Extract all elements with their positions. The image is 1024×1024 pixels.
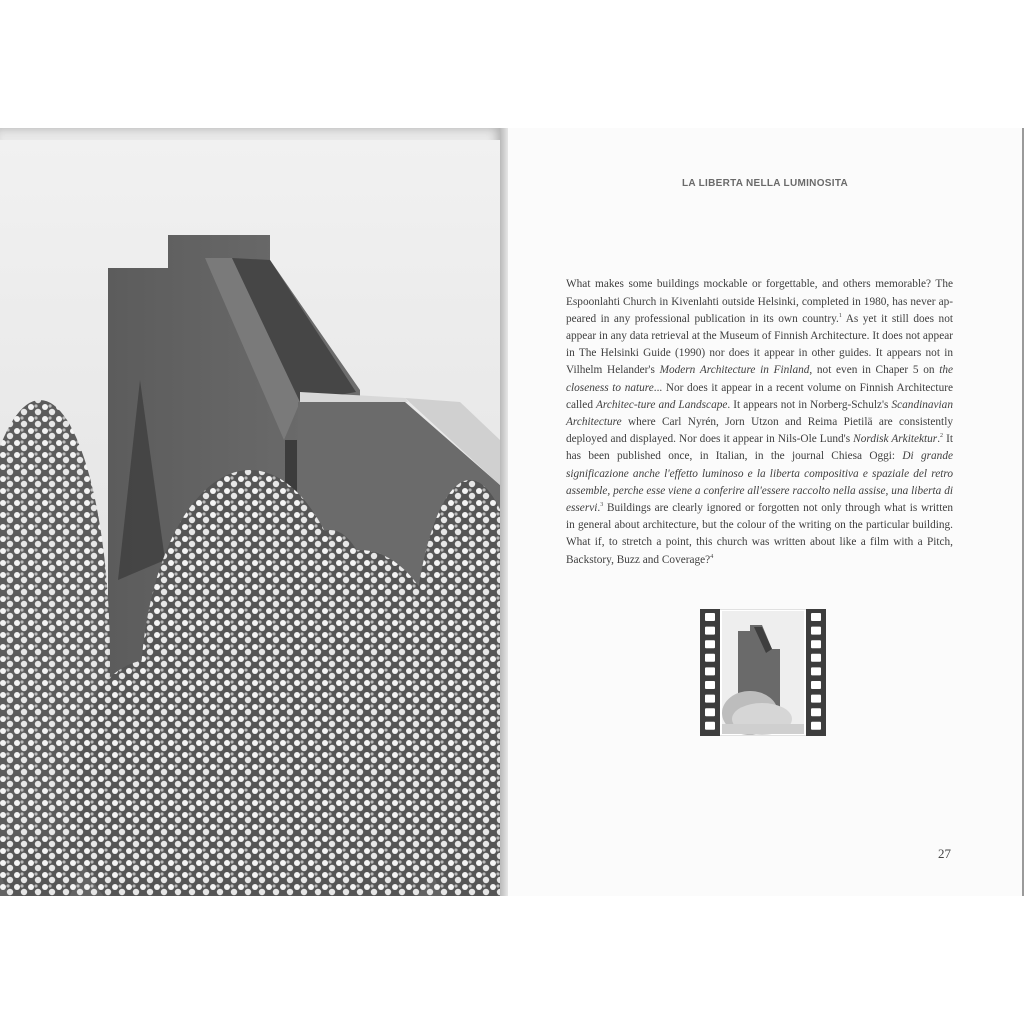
- film-perforation: [811, 667, 821, 675]
- text-run: ... Nor does it appear in a recent volume on Finnish Architecture called: [566, 381, 953, 411]
- film-perforation: [811, 613, 821, 621]
- text-run: , not even in Chaper 5 on: [809, 364, 940, 377]
- film-perforation: [811, 695, 821, 703]
- body-paragraph: [566, 276, 953, 568]
- film-perforation: [705, 613, 715, 621]
- film-perforation: [811, 627, 821, 635]
- text-run: where Carl Nyrén, Jorn Utzon and Reima Pietilä are consistently deployed and displayed. Nor does it appear in Nils-Ole Lund's: [566, 415, 953, 446]
- film-perforation: [811, 640, 821, 648]
- book-spread: [0, 128, 1024, 896]
- film-perforation: [705, 667, 715, 675]
- text-run: . It appears not in Norberg-Schulz's: [727, 398, 892, 411]
- text-run: What makes some buildings mockable or forgettable, and others memorable? The Espoonlahti Church in Kivenlahti outside Helsinki, completed in 1980, has never ap-peared in any professional publication in its own country.: [566, 278, 953, 325]
- church-photograph: [0, 140, 503, 896]
- film-perforation: [705, 627, 715, 635]
- film-strip-image: [700, 609, 826, 736]
- film-perforation: [811, 722, 821, 730]
- film-perforation: [705, 695, 715, 703]
- running-head: LA LIBERTA NELLA LUMINOSITA: [681, 178, 849, 189]
- text-run: .: [937, 433, 941, 446]
- text-run: As yet it still does not appear in any data retrieval at the Museum of Finnish Architecture. It does not appear in The Helsinki Guide (1990) nor does it appear in other guides. It appears not in Vilhelm Helander's: [566, 312, 953, 377]
- italic-title: Modern Architecture in Finland: [659, 364, 810, 377]
- film-perforation: [705, 640, 715, 648]
- footnote-mark: 1: [838, 312, 842, 319]
- footnote-mark: 3: [600, 502, 604, 509]
- film-perforation: [811, 654, 821, 662]
- text-run: Buildings are clearly ignored or forgotten not only through what is written in general about architecture, but the colour of the writing on the particular building. What if, to stretch a point, this church was written about like a film with a Pitch, Backstory, Buzz and Coverage?: [566, 501, 953, 566]
- text-run: It has been published once, in Italian, in the journal Chiesa Oggi:: [566, 433, 953, 463]
- film-perforation: [705, 708, 715, 716]
- film-perforation: [705, 654, 715, 662]
- italic-title: Di grande significazione anche l'effetto luminoso e la liberta compositiva e spaziale del retro assemble, perche esse viene a conferire all'essere raccolto nella assise, una liberta di esservi: [566, 450, 953, 514]
- footnote-mark: 4: [710, 553, 714, 560]
- left-page-photo: [0, 128, 503, 896]
- film-perforation: [705, 681, 715, 689]
- film-perforation: [811, 681, 821, 689]
- italic-title: Nordisk Arkitektur: [853, 433, 938, 446]
- right-page: [508, 128, 1024, 896]
- italic-title: Scandinavian Architecture: [566, 398, 953, 428]
- film-perforation: [811, 708, 821, 716]
- text-run: .: [597, 501, 601, 514]
- italic-title: the closeness to nature: [566, 364, 953, 394]
- page-number: 27: [938, 846, 951, 861]
- italic-title: Architec-ture and Landscape: [596, 398, 728, 411]
- film-perforation: [705, 722, 715, 730]
- footnote-mark: 2: [940, 433, 944, 440]
